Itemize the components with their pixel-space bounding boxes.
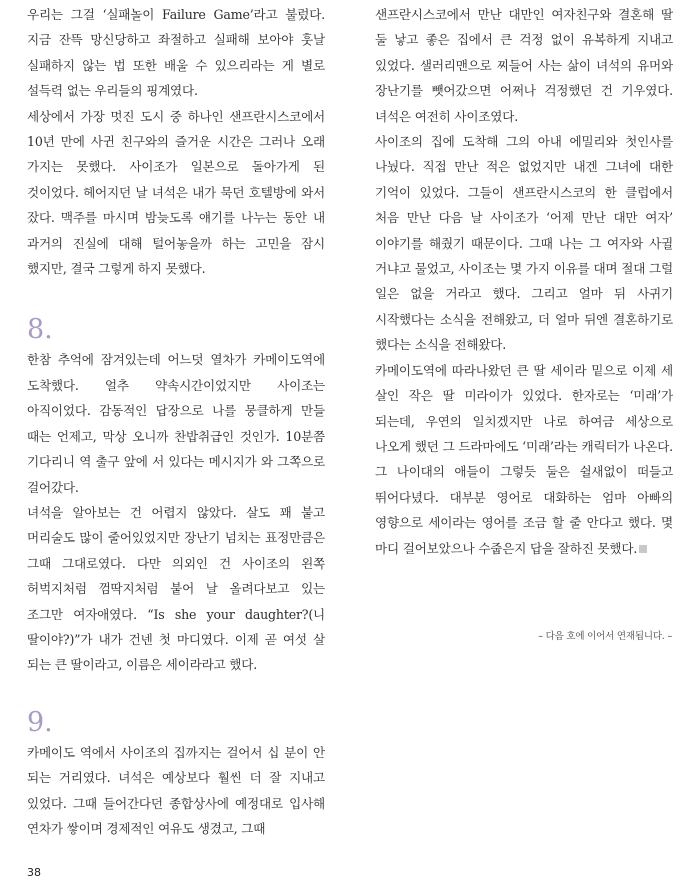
body-paragraph: 사이조의 집에 도착해 그의 아내 에밀리와 첫인사를 나눴다. 직접 만난 적은 없었지만 내겐 그녀에 대한 기억이 있었다. 그들이 샌프란시스코의 한 클럽에서 처음 만난 다음 날 사이조가 ‘어제 만난 대만 여자’ 이야기를 해줬기 때문이다. 그때 나는 그 여자와 사귈 거냐고 물었고, 사이조는 몇 가지 이유를 대며 절대 그럴 일은 없을 거라고 했다. 그리고 얼마 뒤 사귀기 시작했다는 소식을 전해왔고, 더 얼마 뒤엔 결혼하기로 했다는 소식을 전해왔다. [375,134,673,353]
section-number-9: 9. [27,706,53,738]
body-paragraph: 카메이도 역에서 사이조의 집까지는 걸어서 십 분이 안 되는 거리였다. 녀석은 예상보다 훨씬 더 잘 지내고 있었다. 그때 들어간다던 종합상사에 예정대로 입사해 연차가 쌓이며 경제적인 여유도 생겼고, 그때 [27,744,325,836]
body-paragraph: 샌프란시스코에서 만난 대만인 여자친구와 결혼해 딸 둘 낳고 좋은 집에서 큰 걱정 없이 유복하게 지내고 있었다. 샐러리맨으로 찌들어 사는 삶이 녀석의 유머와 장난기를 뺏어갔으면 어쩌나 걱정했던 건 기우였다. 녀석은 여전히 사이조였다. [375,7,673,124]
body-paragraph: 우리는 그걸 ‘실패놀이 Failure Game’라고 불렀다. 지금 잔뜩 망신당하고 좌절하고 실패해 보아야 훗날 실패하지 않는 법 또한 배울 수 있으리라는 게 별로 설득력 없는 우리들의 핑계였다. [27,7,325,99]
body-paragraph: 세상에서 가장 멋진 도시 중 하나인 샌프란시스코에서 10년 만에 사귄 친구와의 즐거운 시간은 그러나 오래 가지는 못했다. 사이조가 일본으로 돌아가게 된 것이었다. 헤어지던 날 녀석은 내가 묵던 호텔방에 와서 잤다. 맥주를 마시며 밤늦도록 얘기를 나누는 동안 내 과거의 진실에 대해 털어놓을까 하는 고민을 잠시 했지만, 결국 그렇게 하지 못했다. [27,108,325,277]
final-paragraph [375,358,673,561]
body-paragraph: 한참 추억에 잠겨있는데 어느덧 열차가 카메이도역에 도착했다. 얼추 약속시간이었지만 사이조는 아직이었다. 감동적인 답장으로 나를 뭉클하게 만들 때는 언제고, 막상 오니까 찬밥취급인 것인가. 10분쯤 기다리니 역 출구 앞에 서 있다는 메시지가 와 그쪽으로 걸어갔다. [27,352,325,495]
body-paragraph: 녀석을 알아보는 건 어렵지 않았다. 살도 꽤 붙고 머리술도 많이 줄어있었지만 장난기 넘치는 표정만큼은 그때 그대로였다. 다만 의외인 건 사이조의 왼쪽 허벅지처럼 껌딱지처럼 붙어 날 올려다보고 있는 조그만 여자애였다. “Is she your daughter?(니 딸이야?)”가 내가 건넨 첫 마디였다. 이제 곧 여섯 살 되는 큰 딸이라고, 이름은 세이라라고 했다. [27,504,325,673]
final-paragraph-text: 카메이도역에 따라나왔던 큰 딸 세이라 밑으로 이제 세 살인 작은 딸 미라이가 있었다. 한자로는 ‘미래’가 되는데, 우연의 일치겠지만 나로 하여금 세상으로 나오게 했던 그 드라마에도 ‘미래’라는 캐릭터가 나온다. 그 나이대의 애들이 그렇듯 둘은 쉴새없이 떠들고 뛰어다녔다. 대부분 영어로 대화하는 엄마 아빠의 영향으로 세이라는 영어를 조금 할 줄 안다고 했다. 몇 마디 걸어보았으나 수줍은지 답을 잘하진 못했다. [375,362,673,556]
continuation-note: – 다음 호에 이어서 연재됩니다. – [538,631,672,642]
page-number: 38 [27,866,41,879]
left-column [27,2,325,841]
section-number-8: 8. [27,314,53,346]
right-column [375,2,673,561]
end-mark-icon [639,545,647,553]
